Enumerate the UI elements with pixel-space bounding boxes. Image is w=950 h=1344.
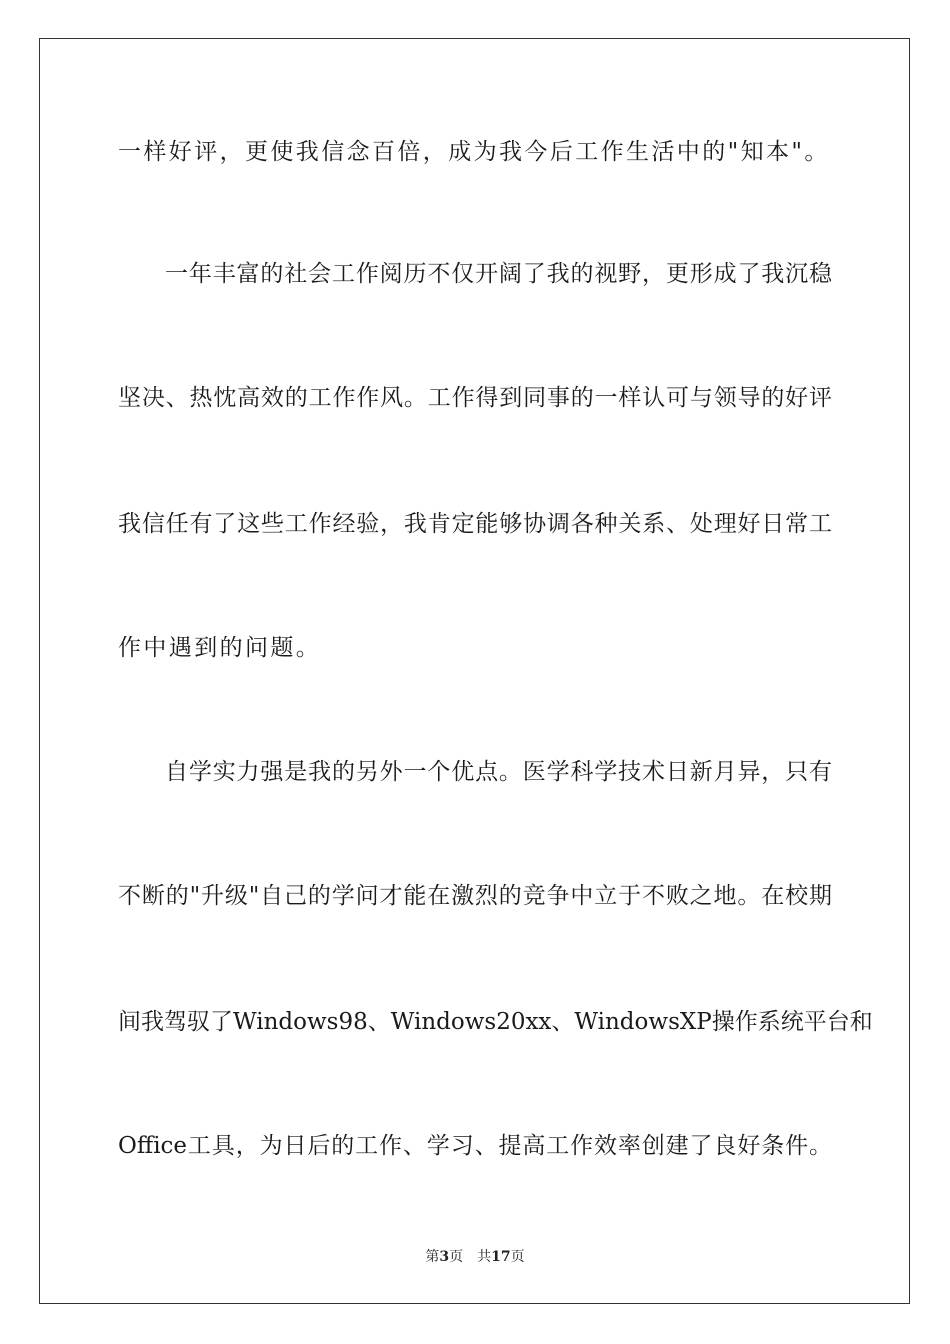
text-line: 我信任有了这些工作经验，我肯定能够协调各种关系、处理好日常工 (118, 511, 832, 537)
text-line: 自学实力强是我的另外一个优点。医学科学技术日新月异，只有 (165, 759, 832, 785)
footer-total-unit: 页 (510, 1249, 525, 1265)
page-footer (0, 1247, 950, 1267)
text-line: 一年丰富的社会工作阅历不仅开阔了我的视野，更形成了我沉稳 (165, 261, 832, 287)
footer-prefix: 第 (425, 1249, 440, 1265)
total-page-count: 17 (491, 1249, 511, 1265)
footer-page-unit: 页 (449, 1249, 464, 1265)
footer-total-prefix: 共 (477, 1249, 492, 1265)
text-line: 坚决、热忱高效的工作作风。工作得到同事的一样认可与领导的好评 (118, 385, 832, 411)
text-line: Office工具，为日后的工作、学习、提高工作效率创建了良好条件。 (118, 1133, 832, 1159)
text-line: 作中遇到的问题。 (118, 635, 322, 661)
text-line: 间我驾驭了Windows98、Windows20xx、WindowsXP操作系统平台和 (118, 1009, 873, 1035)
text-line: 一样好评，更使我信念百倍，成为我今后工作生活中的"知本"。 (118, 139, 830, 165)
current-page-number: 3 (439, 1249, 450, 1265)
text-line: 不断的"升级"自己的学问才能在激烈的竞争中立于不败之地。在校期 (118, 883, 832, 909)
